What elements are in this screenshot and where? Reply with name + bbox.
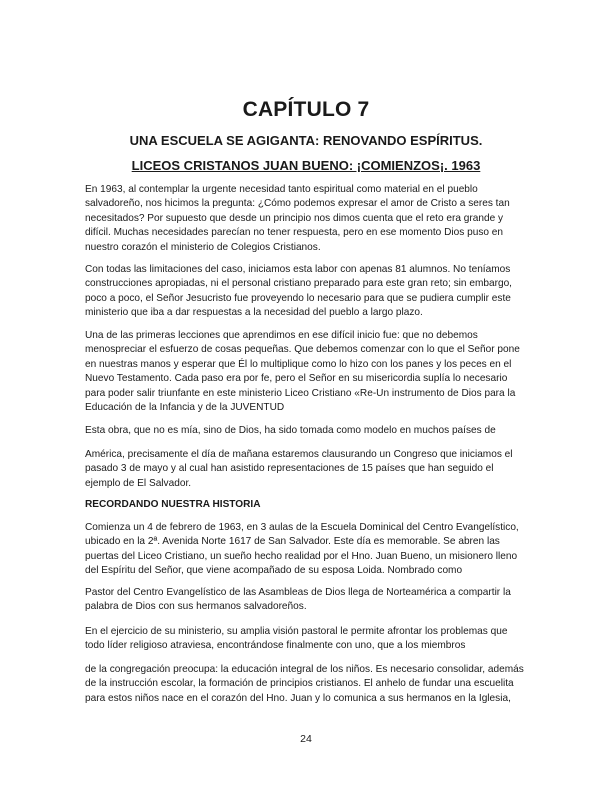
chapter-subtitle: UNA ESCUELA SE AGIGANTA: RENOVANDO ESPÍRITUS.	[129, 133, 483, 148]
paragraph-education: de la congregación preocupa: la educación integral de los niños. Es necesario consolidar, además de la instrucción escolar, la formación de principios cristianos. El anhelo de fundar una escuelita para estos niños nace en el corazón del Hno. Juan y lo comunica a sus hermanos en la Iglesia,	[85, 664, 524, 704]
paragraph-lessons: Una de las primeras lecciones que aprendimos en ese difícil inicio fue: que no debemos menospreciar el esfuerzo de cosas pequeñas. Que debemos comenzar con lo que el Señor pone en nuestras manos y esperar que Él lo multiplique como lo hizo con los panes y los peces en el Nuevo Testamento. Cada paso era por fe, pero el Señor en su misericordia suplía lo necesario para poder salir triunfante en este ministerio Liceo Cristiano «Re-Un instrumento de Dios para la Educación de la Infancia y de la JUVENTUD	[85, 330, 520, 414]
paragraph-history-start: Comienza un 4 de febrero de 1963, en 3 aulas de la Escuela Dominical del Centro Evangelístico, ubicado en la 2ª. Avenida Norte 1617 de San Salvador. Este día es memorable. Se abren las puertas del Liceo Cristiano, un sueño hecho realidad por el Hno. Juan Bueno, un misionero lleno del Espíritu del Señor, que viene acompañado de su esposa Loida. Nombrado como	[85, 522, 519, 577]
paragraph-model: Esta obra, que no es mía, sino de Dios, ha sido tomada como modelo en muchos países de	[85, 425, 496, 436]
section-title: LICEOS CRISTANOS JUAN BUENO: ¡COMIENZOS¡. 1963	[131, 158, 481, 173]
heading-history: RECORDANDO NUESTRA HISTORIA	[85, 499, 261, 510]
paragraph-ministry: En el ejercicio de su ministerio, su amplia visión pastoral le permite afrontar los problemas que todo líder religioso atraviesa, encontrándose finalmente con uno, que a los miembros	[85, 626, 508, 652]
paragraph-congress: América, precisamente el día de mañana estaremos clausurando un Congreso que iniciamos el pasado 3 de mayo y al cual han asistido representaciones de 15 países que han seguido el ejemplo de El Salvador.	[85, 449, 513, 489]
paragraph-pastor: Pastor del Centro Evangelístico de las Asambleas de Dios llega de Norteamérica a compartir la palabra de Dios con sus hermanos salvadoreños.	[85, 587, 511, 613]
page-number: 24	[300, 733, 312, 745]
chapter-title: CAPÍTULO 7	[242, 98, 370, 121]
paragraph-intro: En 1963, al contemplar la urgente necesidad tanto espiritual como material en el pueblo salvadoreño, nos hicimos la pregunta: ¿Cómo podemos expresar el amor de Cristo a seres tan necesitados? Por supuesto que desde un principio nos dimos cuenta que el reto era grande y difícil. Muchas necesidades parecían no tener respuesta, pero en ese momento Dios puso en nuestro corazón el ministerio de Colegios Cristianos.	[85, 184, 510, 253]
paragraph-limitations: Con todas las limitaciones del caso, iniciamos esta labor con apenas 81 alumnos. No teníamos construcciones apropiadas, ni el personal cristiano preparado para este gran reto; sin embargo, poco a poco, el Señor Jesucristo fue proveyendo lo necesario para que se pudiera cumplir este ministerio que iba a dar respuestas a la necesidad del pueblo a largo plazo.	[85, 264, 512, 319]
